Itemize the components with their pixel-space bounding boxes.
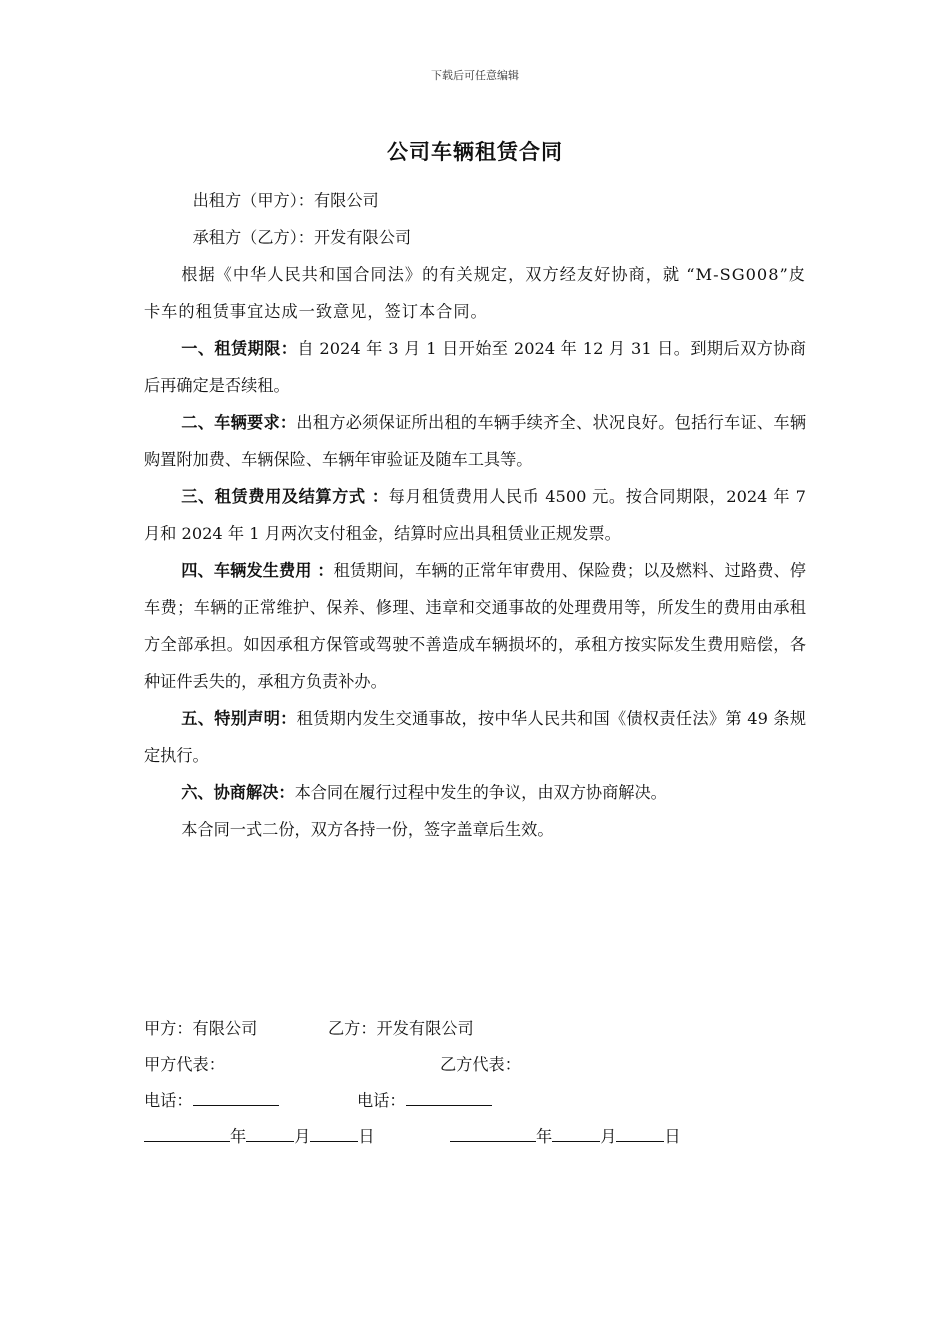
lessee-line: 承租方（乙方）：开发有限公司 (192, 228, 412, 247)
day-blank (310, 1125, 358, 1142)
clause-vehicle-requirements (144, 404, 806, 478)
signature-parties-row (144, 1010, 806, 1047)
intro-paragraph: 根据《中华人民共和国合同法》的有关规定，双方经友好协商，就 “M-SG008”皮卡车的租赁事宜达成一致意见，签订本合同。 (144, 265, 806, 321)
year-blank (144, 1125, 230, 1142)
signature-date-row (144, 1118, 806, 1155)
document-title: 公司车辆租赁合同 (387, 139, 563, 164)
clause-negotiation (144, 774, 806, 811)
clause-text: 出租方必须保证所出租的车辆手续齐全、状况良好。包括行车证、车辆购置附加费、车辆保险、车辆年审验证及随车工具等。 (144, 413, 807, 469)
clause-vehicle-costs (144, 552, 806, 700)
party-b-phone (357, 1082, 492, 1119)
phone-blank (193, 1089, 279, 1106)
closing-statement: 本合同一式二份，双方各持一份，签字盖章后生效。 (181, 820, 554, 839)
signature-phone-row (144, 1082, 806, 1119)
header-note: 下载后可任意编辑 (431, 69, 519, 82)
party-b-date (450, 1118, 681, 1155)
day-blank (616, 1125, 664, 1142)
phone-blank (406, 1089, 492, 1106)
party-b-representative: 乙方代表： (440, 1055, 521, 1074)
clause-text: 自 2024 年 3 月 1 日开始至 2024 年 12 月 31 日。到期后双方协商后再确定是否续租。 (144, 339, 806, 395)
clause-heading: 一、租赁期限： (181, 339, 298, 358)
clause-text: 租赁期内发生交通事故，按中华人民共和国《债权责任法》第 49 条规定执行。 (144, 709, 807, 765)
month-label: 月 (600, 1127, 617, 1146)
lessor-line: 出租方（甲方）：有限公司 (192, 191, 379, 210)
year-label: 年 (230, 1127, 247, 1146)
contract-body (144, 182, 806, 848)
year-blank (450, 1125, 536, 1142)
clause-heading: 二、车辆要求： (181, 413, 297, 432)
clause-heading: 三、租赁费用及结算方式 ： (181, 487, 389, 506)
clause-text: 本合同在履行过程中发生的争议，由双方协商解决。 (294, 783, 667, 802)
party-a-name: 甲方：有限公司 (144, 1019, 258, 1038)
month-blank (552, 1125, 600, 1142)
party-b-name: 乙方：开发有限公司 (328, 1019, 474, 1038)
clause-special-statement (144, 700, 806, 774)
party-a-date (144, 1118, 375, 1155)
clause-text: 每月租赁费用人民币 4500 元。按合同期限，2024 年 7 月和 2024 年 1 月两次支付租金，结算时应出具租赁业正规发票。 (144, 487, 806, 543)
party-a-phone (144, 1082, 279, 1119)
clause-fees-settlement (144, 478, 806, 552)
phone-label: 电话： (144, 1091, 193, 1110)
month-blank (246, 1125, 294, 1142)
clause-heading: 六、协商解决： (181, 783, 295, 802)
clause-heading: 四、车辆发生费用 ： (181, 561, 334, 580)
clause-lease-term (144, 330, 806, 404)
clause-heading: 五、特别声明： (181, 709, 297, 728)
day-label: 日 (664, 1127, 681, 1146)
day-label: 日 (358, 1127, 375, 1146)
year-label: 年 (536, 1127, 553, 1146)
phone-label: 电话： (357, 1091, 406, 1110)
clause-text: 租赁期间，车辆的正常年审费用、保险费；以及燃料、过路费、停车费；车辆的正常维护、保养、修理、违章和交通事故的处理费用等，所发生的费用由承租方全部承担。如因承租方保管或驾驶不善造成车辆损坏的，承租方按实际发生费用赔偿，各种证件丢失的，承租方负责补办。 (144, 561, 806, 691)
party-a-representative: 甲方代表： (144, 1055, 225, 1074)
month-label: 月 (294, 1127, 311, 1146)
signature-representatives-row (144, 1046, 806, 1083)
